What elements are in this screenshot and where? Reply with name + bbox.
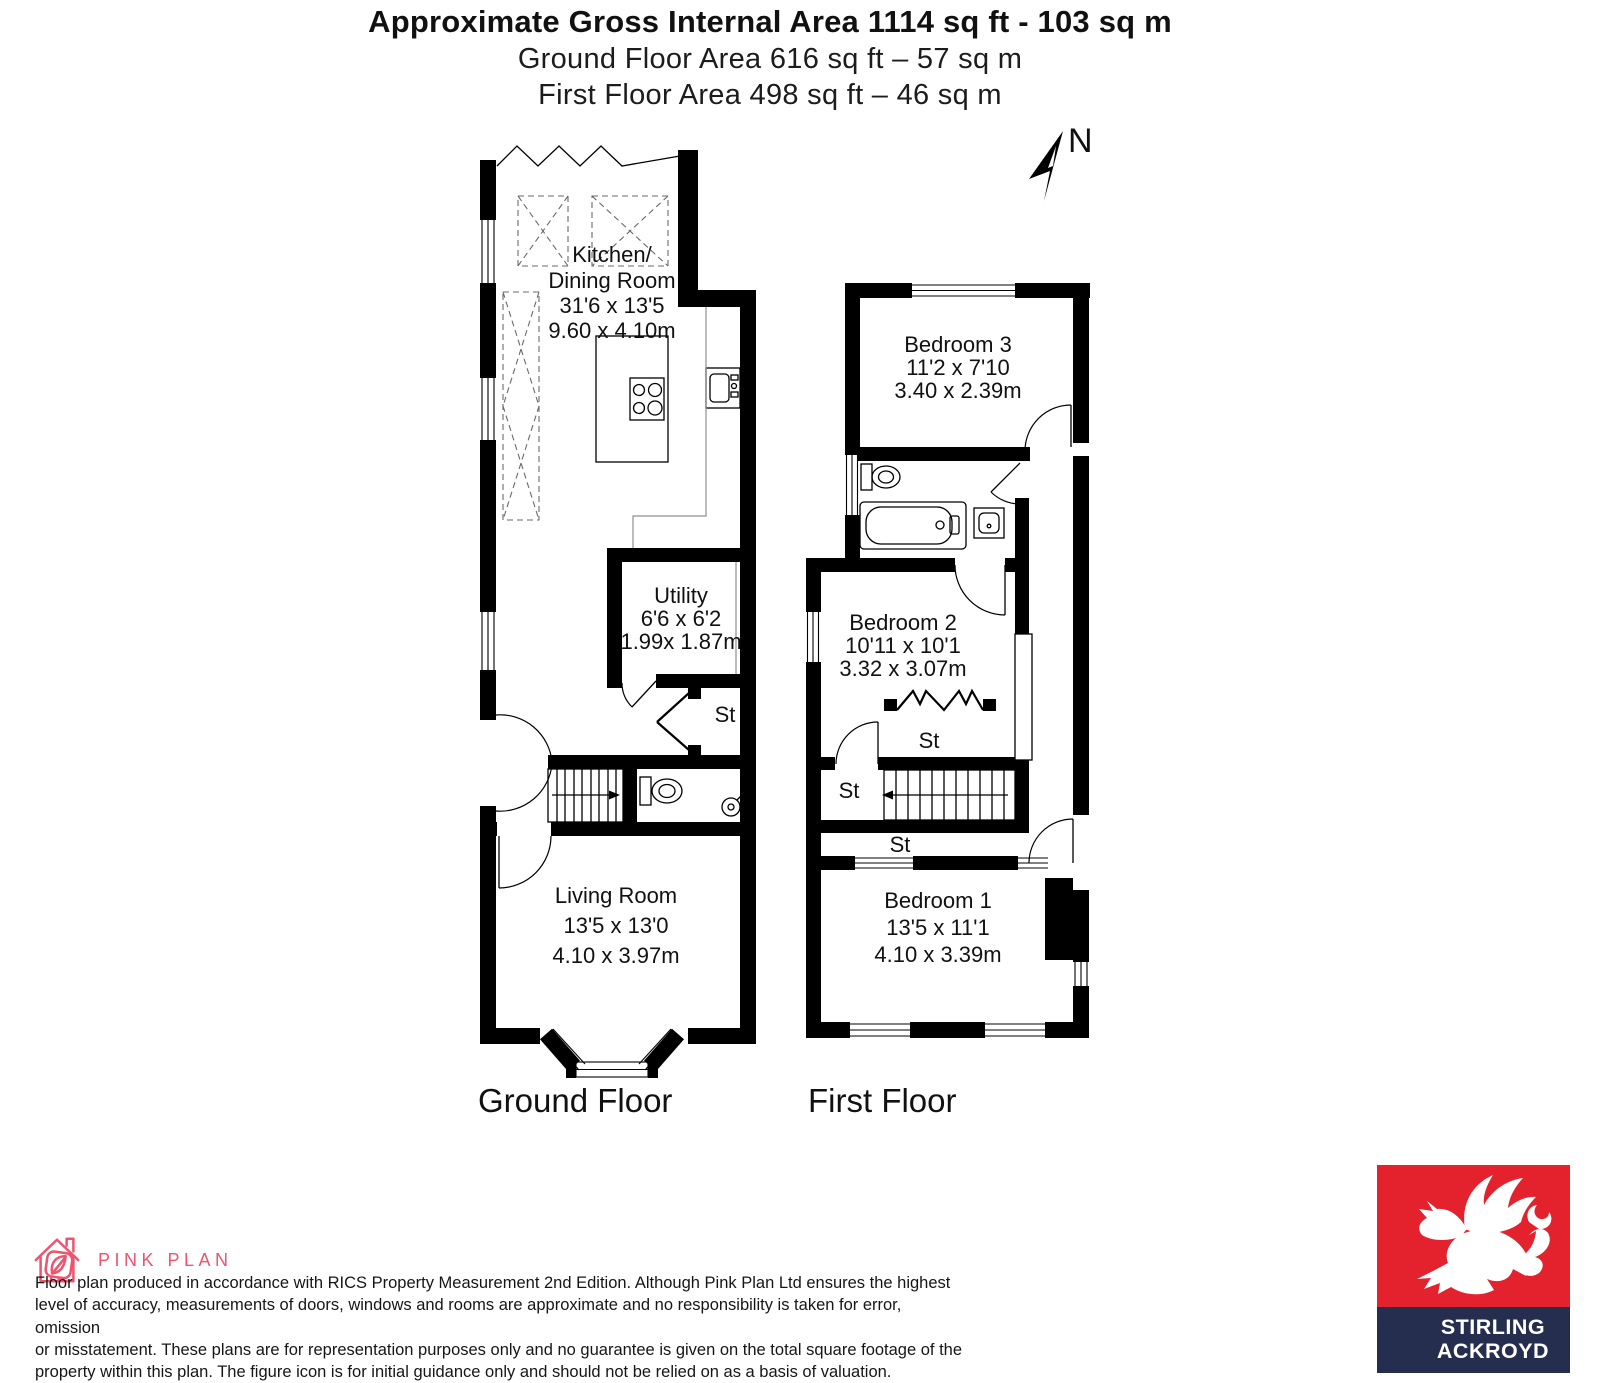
storage-under-stairs-label: St xyxy=(838,778,860,803)
page-title: Approximate Gross Internal Area 1114 sq ft - 103 sq m xyxy=(368,4,1172,39)
ground-floor-plan xyxy=(478,146,756,1119)
storage-label: St xyxy=(714,702,736,727)
kitchen-dims-imperial: 31'6 x 13'5 xyxy=(559,293,665,318)
break-line xyxy=(497,146,680,166)
disclaimer-line: Floor plan produced in accordance with RICS Property Measurement 2nd Edition. Although Pink Plan Ltd ensures the highest xyxy=(35,1274,951,1292)
living-room-label: Living Room xyxy=(554,883,678,908)
north-label: N xyxy=(1068,122,1093,160)
bedroom1-door-icon xyxy=(1029,819,1073,863)
bay-window-icon xyxy=(546,1029,678,1078)
bedroom3-dims-imperial: 11'2 x 7'10 xyxy=(906,355,1010,380)
first-floor-area-subtitle: First Floor Area 498 sq ft – 46 sq m xyxy=(538,79,1002,111)
ackroyd-text: ACKROYD xyxy=(1436,1339,1550,1363)
toilet-icon xyxy=(640,777,682,805)
basin-icon xyxy=(974,508,1004,538)
bathroom-door-icon xyxy=(991,463,1021,504)
utility-dims-imperial: 6'6 x 6'2 xyxy=(640,606,722,631)
toilet-icon xyxy=(861,464,900,490)
living-room-dims-metric: 4.10 x 3.97m xyxy=(552,943,680,968)
storage-cupboard-icon xyxy=(657,688,701,756)
storage-front-label: St xyxy=(889,832,911,857)
living-room-dims-imperial: 13'5 x 13'0 xyxy=(563,913,669,938)
ground-floor-area-subtitle: Ground Floor Area 616 sq ft – 57 sq m xyxy=(517,43,1023,75)
bedroom2-door-icon xyxy=(955,565,1005,615)
counter-edge xyxy=(633,307,706,548)
basin-icon xyxy=(722,794,743,816)
bedroom3-door-icon xyxy=(1025,405,1071,451)
disclaimer-line: level of accuracy, measurements of doors, windows and rooms are approximate and no responsibility is taken for error, omission xyxy=(35,1296,902,1337)
living-room-door-icon xyxy=(499,836,551,888)
north-arrow-icon xyxy=(1029,122,1093,201)
utility-dims-metric: 1.99x 1.87m xyxy=(620,629,742,654)
first-floor-label: First Floor xyxy=(808,1082,957,1119)
stirling-text: STIRLING xyxy=(1440,1315,1546,1339)
kitchen-island-icon xyxy=(596,336,668,462)
front-door-icon xyxy=(496,715,552,811)
bedroom1-label: Bedroom 1 xyxy=(884,888,992,913)
bedroom3-dims-metric: 3.40 x 2.39m xyxy=(894,378,1022,403)
chimney-breast xyxy=(1045,878,1073,960)
bedroom2-label: Bedroom 2 xyxy=(849,610,957,635)
first-floor-plan xyxy=(806,283,1090,1119)
staircase-icon xyxy=(882,770,1015,820)
utility-label: Utility xyxy=(654,583,708,608)
disclaimer-line: or misstatement. These plans are for representation purposes only and no guarantee is given on the total square footage of the xyxy=(35,1340,963,1359)
bathtub-icon xyxy=(860,502,966,549)
disclaimer-text xyxy=(35,1272,965,1383)
wardrobe-icon xyxy=(884,691,996,711)
bedroom1-dims-metric: 4.10 x 3.39m xyxy=(874,942,1002,967)
bedroom1-dims-imperial: 13'5 x 11'1 xyxy=(886,915,990,940)
bedroom2-dims-imperial: 10'11 x 10'1 xyxy=(845,633,961,658)
dashed-unit-icon xyxy=(503,292,539,520)
kitchen-label-2: Dining Room xyxy=(548,268,676,293)
bedroom2-dims-metric: 3.32 x 3.07m xyxy=(839,656,967,681)
bedroom3-label: Bedroom 3 xyxy=(904,332,1012,357)
staircase-icon xyxy=(548,769,623,822)
under-stairs-door-icon xyxy=(836,722,878,764)
storage-wardrobe-label: St xyxy=(918,728,940,753)
kitchen-label: Kitchen/ xyxy=(572,242,652,267)
kitchen-sink-icon xyxy=(706,368,740,408)
kitchen-dims-metric: 9.60 x 4.10m xyxy=(548,318,676,343)
ground-floor-label: Ground Floor xyxy=(478,1082,673,1119)
disclaimer-line: property within this plan. The figure icon is for initial guidance only and should not be relied on as a basis of valuation. xyxy=(35,1363,892,1382)
pink-plan-brand-text: PINK PLAN xyxy=(98,1249,233,1270)
stirling-ackroyd-logo xyxy=(1377,1165,1570,1373)
